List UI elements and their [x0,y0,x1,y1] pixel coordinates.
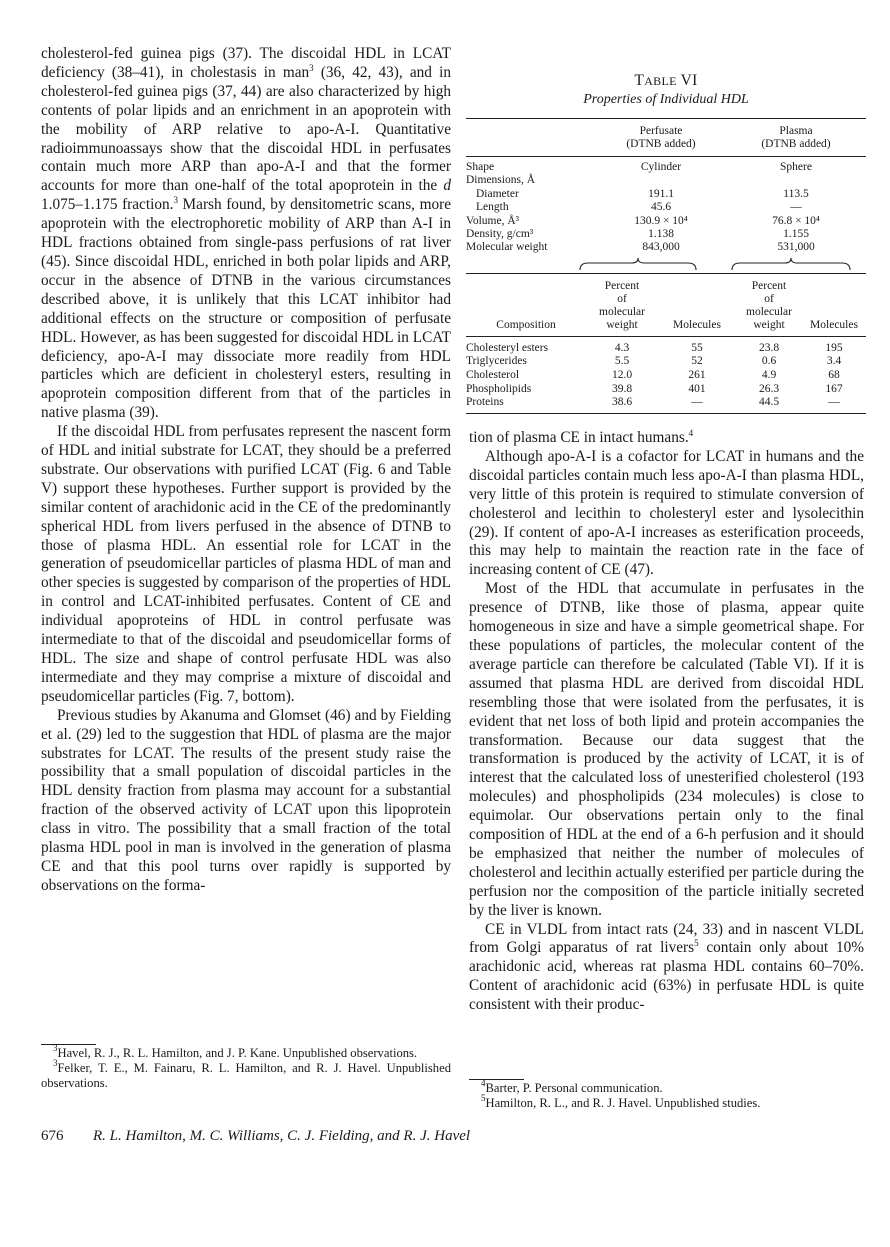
header-text: weight [606,318,638,331]
header-composition: Composition [496,318,556,331]
header-plasma [726,125,866,151]
property-row [466,228,866,241]
paragraph [41,45,451,423]
header-text: Perfusate [639,125,683,137]
composition-row [466,383,866,397]
footnote [469,1078,864,1096]
property-row [466,215,866,228]
property-label: Length [476,201,509,214]
perfusate-percent: 4.3 [614,341,630,354]
text-run: cholesterol-fed guinea pigs (37). The discoidal HDL in LCAT deficiency (38–41), in cholestasis in man [41,45,451,81]
property-label: Volume, Å³ [466,214,520,227]
footnote-text: Hamilton, R. L., and R. J. Havel. Unpublished studies. [485,1096,761,1110]
plasma-value: — [790,201,802,214]
perfusate-value: 45.6 [650,201,672,214]
footnote-ref: 4 [688,428,694,438]
left-column [41,45,451,896]
text-run: Marsh found, by densitometric scans, more apoprotein with the electrophoretic mobility of ARP than A-I in HDL fractions obtained from single-pass perfusions of rat liver (45). Since discoidal HDL, enriched in both polar lipids and ARP, occur in the absence of DTNB in the various circumstances described above, it is unlikely that this LCAT inhibitor had additional effects on the structure or composition of perfusate HDL. However, as has been suggested for discoidal HDL in LCAT deficiency, apo-A-I may dissociate more readily from HDL particles which are deficient in cholesteryl esters, resulting in apoprotein composition different from that of the particles in native plasma (39). [41,196,451,422]
plasma-molecules: — [828,396,840,409]
component-label: Cholesteryl esters [466,341,549,354]
plasma-value: 113.5 [783,187,809,200]
paragraph: If the discoidal HDL from perfusates represent the nascent form of HDL and initial substrate for LCAT, they should be a preferred substrate. Our observations with purified LCAT (Fig. 6 and Table V) support these hypotheses. Further support is provided by the similar content of arachidonic acid in the CE of the predominantly spherical HDL from livers perfused in the absence of DTNB to those of plasma HDL. An essential role for LCAT in the generation of pseudomicellar particles of plasma HDL of man and other species is suggested by comparison of the properties of HDL in control and LCAT-inhibited perfusates. Content of CE and individual apoproteins of HDL in control perfusate was intermediate to that of the discoidal and pseudomicellar forms of HDL. The size and shape of control perfusate HDL was also intermediate and they may comprise a mixture of discoidal and pseudomicellar particles (Fig. 7, bottom). [41,423,451,705]
text-run: CE in VLDL from intact rats (24, 33) and in nascent VLDL from Golgi apparatus of rat livers [469,920,864,957]
header-text: weight [753,318,785,331]
footnote-mark: 3 [53,1058,58,1068]
header-perfusate [596,125,726,151]
property-row [466,174,866,187]
footnote-ref: 3 [309,62,314,73]
header-text: of [617,292,627,305]
right-column [469,429,864,1015]
plasma-value: 1.155 [783,228,809,241]
property-label: Molecular weight [466,241,548,254]
caption-text: ABLE [644,74,677,88]
plasma-percent: 26.3 [758,382,780,395]
table-caption [466,72,866,90]
paragraph [469,921,864,1016]
plasma-percent: 23.8 [758,341,780,354]
perfusate-molecules: 55 [691,341,703,354]
plasma-value: Sphere [780,161,812,173]
italic-symbol: d [443,177,451,195]
property-label: Density, g/cm³ [466,228,534,241]
composition-row [466,369,866,383]
composition-row [466,355,866,369]
header-text: molecular [599,305,645,318]
footnote-divider [41,1044,96,1045]
header-molecules-plasma: Molecules [810,318,858,331]
header-percent-perfusate [586,280,658,332]
perfusate-value: 191.1 [648,187,674,200]
perfusate-value: Cylinder [640,161,682,173]
caption-text: T [634,72,645,89]
header-text: (DTNB added) [626,138,696,150]
component-label: Proteins [466,396,504,409]
perfusate-value: 843,000 [642,241,680,254]
component-label: Triglycerides [466,355,527,368]
perfusate-molecules: 261 [688,369,706,382]
footnote [41,1058,451,1091]
footnote [41,1043,451,1061]
perfusate-value: 1.138 [648,228,674,241]
perfusate-percent: 5.5 [614,355,630,368]
paragraph [469,429,864,448]
composition-section [466,337,866,413]
plasma-value: 76.8 × 10⁴ [772,214,820,227]
author-line: R. L. Hamilton, M. C. Williams, C. J. Fielding, and R. J. Havel [93,1128,471,1144]
plasma-percent: 4.9 [761,369,777,382]
property-row [466,188,866,201]
footnote-mark: 5 [481,1093,486,1103]
paragraph: Although apo-A-I is a cofactor for LCAT in humans and the discoidal particles contain much less apo-A-I than plasma HDL, very little of this protein is required to stimulate conversion of cholesterol and lecithin to cholesteryl ester and lysolecithin (29). If content of apo-A-I increases as esterification proceeds, this may help to maintain the reaction rate in the face of increasing content of CE (47). [469,447,864,579]
composition-row [466,396,866,410]
footnotes-right [469,1078,864,1111]
table-vi [466,72,866,414]
header-empty [466,125,596,151]
perfusate-percent: 39.8 [611,382,633,395]
table-rule [466,413,866,414]
composition-row [466,342,866,356]
properties-section [466,157,866,255]
header-text: Percent [604,279,640,292]
header-text: molecular [746,305,792,318]
property-row [466,241,866,254]
text-run: 1.075–1.175 fraction. [41,196,174,214]
plasma-value: 531,000 [777,241,815,254]
footnote-text: Felker, T. E., M. Fainaru, R. L. Hamilton, and R. J. Havel. Unpublished observations. [41,1061,451,1090]
page-number: 676 [41,1128,64,1144]
footnote [469,1093,864,1111]
footnotes-left [41,1043,451,1091]
header-percent-plasma [736,280,802,332]
component-label: Cholesterol [466,369,520,382]
header-text: Plasma [779,125,813,137]
brace-plasma [730,257,852,271]
caption-text: VI [676,72,698,89]
footnote-ref: 5 [694,938,699,949]
property-label: Dimensions, Å [466,174,535,187]
plasma-molecules: 3.4 [826,355,842,368]
property-label: Diameter [476,187,519,200]
perfusate-molecules: 52 [691,355,703,368]
header-text: of [764,292,774,305]
plasma-percent: 0.6 [761,355,777,368]
footnote-mark: 3 [53,1043,58,1053]
perfusate-value [596,174,726,187]
plasma-percent: 44.5 [758,396,780,409]
table-subtitle: Properties of Individual HDL [583,92,749,107]
paragraph: Previous studies by Akanuma and Glomset (46) and by Fielding et al. (29) led to the suggestion that HDL of plasma are the major substrates for LCAT. The results of the present study raise the possibility that a small population of discoidal particles in the HDL density fraction from plasma may account for a substantial fraction of the observed activity of LCAT upon this lipoprotein class in vitro. The possibility that a small fraction of the total plasma HDL pool in man is involved in the generation of plasma CE and that this pool turns over rapidly is supported by observations on the forma- [41,706,451,894]
plasma-molecules: 167 [825,382,843,395]
table-header-row [466,119,866,156]
plasma-molecules: 195 [825,341,843,354]
component-label: Phospholipids [466,382,532,395]
text-run: tion of plasma CE in intact humans. [469,429,689,446]
header-text: Percent [751,279,787,292]
brace-perfusate [578,257,698,271]
property-row [466,201,866,214]
footnote-mark: 4 [481,1078,486,1088]
plasma-value [726,174,866,187]
running-footer [41,1128,470,1145]
plasma-molecules: 68 [828,369,840,382]
footnote-text: Barter, P. Personal communication. [485,1081,663,1095]
property-label: Shape [466,161,495,173]
text-run: contain only about 10% arachidonic acid, whereas rat plasma HDL contains 60–70%. Content of arachidonic acid (63%) in perfusate HDL is quite consistent with their produc- [469,939,865,1014]
perfusate-molecules: — [691,396,703,409]
text-run: (36, 42, 43), and in cholesterol-fed guinea pigs (37, 44) are also characterized by high contents of polar lipids and an enrichment in an apoprotein with the mobility of ARP relative to apo-A-I. Quantitative radioimmunoassays show that the discoidal HDL in perfusates contain much more ARP than apo-A-I and that the former accounts for more than one-half of the total apoprotein in the [41,63,451,195]
header-molecules-perfusate: Molecules [673,318,721,331]
brace-row [466,257,866,273]
footnote-divider [469,1079,524,1080]
paragraph: Most of the HDL that accumulate in perfusates in the presence of DTNB, like those of plasma, appear quite homogeneous in size and have a simple geometrical shape. For these populations of particles, the molecular content of the average particle can therefore be calculated (Table VI). If it is assumed that plasma HDL are derived from discoidal HDL resembling those that were isolated from the perfusates, it is evident that net loss of both lipid and protein accompanies the transformation. Because our data suggest that the transformation is produced by the activity of LCAT, it is of interest that the calculated loss of unesterified cholesterol (193 molecules) and phospholipids (234 molecules) is close to equimolar. Our observations pertain only to the final composition of HDL at the end of a 6-h perfusion and it should be emphasized that neither the number of molecules of cholesterol and lecithin actually esterified per particle during the perfusion nor the composition of the particle initially secreted by the liver is known. [469,580,865,919]
perfusate-molecules: 401 [688,382,706,395]
perfusate-percent: 38.6 [611,396,633,409]
footnote-ref: 3 [173,195,178,206]
header-text: (DTNB added) [761,138,831,150]
perfusate-value: 130.9 × 10⁴ [634,214,688,227]
perfusate-percent: 12.0 [611,369,633,382]
composition-header-row [466,274,866,336]
footnote-text: Havel, R. J., R. L. Hamilton, and J. P. Kane. Unpublished observations. [57,1046,418,1060]
property-row [466,161,866,174]
